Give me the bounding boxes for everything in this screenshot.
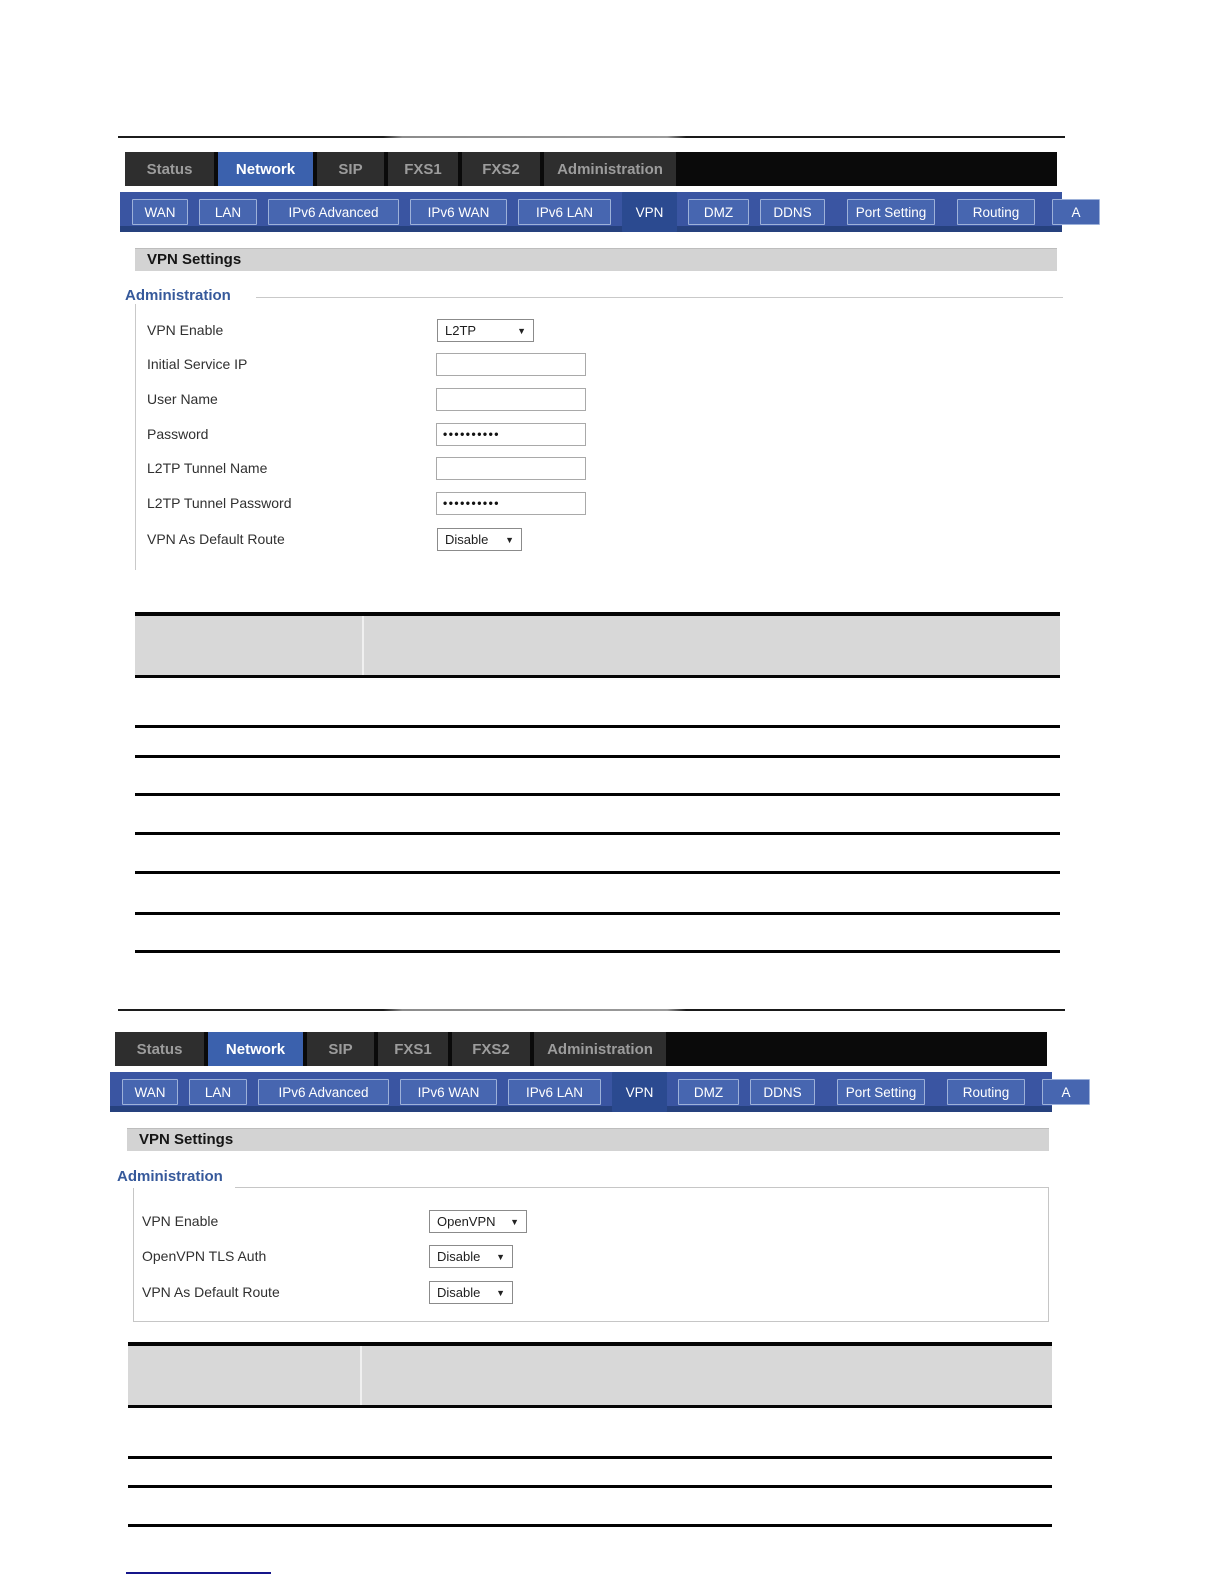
subtab-advance-truncated[interactable]: A	[1042, 1079, 1090, 1105]
openvpn-tls-auth-select[interactable]	[429, 1245, 513, 1268]
tab-status[interactable]: Status	[125, 152, 214, 186]
vpn-default-route-value: Disable	[437, 1285, 481, 1300]
subtab-lan[interactable]: LAN	[199, 199, 257, 225]
sub-tab-bar-1	[120, 192, 1081, 232]
administration-legend-2: Administration	[117, 1168, 235, 1188]
page-separator-line-middle	[118, 1009, 1065, 1011]
tab-fxs2[interactable]: FXS2	[462, 152, 540, 186]
fieldset-top-line-1	[256, 297, 1063, 298]
tab-sip[interactable]: SIP	[307, 1032, 374, 1066]
l2tp-tunnel-password-label: L2TP Tunnel Password	[147, 495, 292, 511]
vpn-default-route-select[interactable]	[437, 528, 522, 551]
user-name-input[interactable]	[436, 388, 586, 411]
table-row-line	[135, 832, 1060, 835]
tab-fxs1[interactable]: FXS1	[388, 152, 458, 186]
subtab-ipv6-wan[interactable]: IPv6 WAN	[410, 199, 507, 225]
table-row-line	[128, 1524, 1052, 1527]
subtab-vpn[interactable]: VPN	[612, 1072, 667, 1112]
subtab-ipv6-lan[interactable]: IPv6 LAN	[508, 1079, 601, 1105]
table-column-divider	[362, 616, 364, 675]
dropdown-arrow-icon: ▼	[496, 1287, 505, 1298]
table-row-line	[135, 871, 1060, 874]
table-row-line	[128, 1456, 1052, 1459]
vpn-enable-value: OpenVPN	[437, 1214, 496, 1229]
tab-sip[interactable]: SIP	[317, 152, 384, 186]
subtab-routing[interactable]: Routing	[957, 199, 1035, 225]
subtab-port-setting[interactable]: Port Setting	[847, 199, 935, 225]
l2tp-tunnel-name-label: L2TP Tunnel Name	[147, 460, 268, 476]
dropdown-arrow-icon: ▼	[510, 1216, 519, 1227]
tab-network[interactable]: Network	[218, 152, 313, 186]
subtab-dmz[interactable]: DMZ	[678, 1079, 739, 1105]
page-separator-line-top	[118, 136, 1065, 138]
vpn-enable-label: VPN Enable	[147, 322, 224, 338]
table-row-line	[135, 725, 1060, 728]
initial-service-ip-label: Initial Service IP	[147, 356, 248, 372]
tab-fxs1[interactable]: FXS1	[378, 1032, 448, 1066]
vpn-default-route-value: Disable	[445, 532, 489, 547]
administration-legend-1: Administration	[125, 287, 231, 304]
user-name-label: User Name	[147, 391, 218, 407]
subtab-wan[interactable]: WAN	[122, 1079, 178, 1105]
tab-administration[interactable]: Administration	[534, 1032, 666, 1066]
subtab-routing[interactable]: Routing	[947, 1079, 1025, 1105]
subtab-ddns[interactable]: DDNS	[750, 1079, 815, 1105]
vpn-default-route-label: VPN As Default Route	[147, 531, 285, 547]
table-row-line	[135, 755, 1060, 758]
subtab-ddns[interactable]: DDNS	[760, 199, 825, 225]
subtab-vpn[interactable]: VPN	[622, 192, 677, 232]
main-tab-bar-2	[115, 1032, 1047, 1066]
dropdown-arrow-icon: ▼	[505, 534, 514, 545]
openvpn-tls-auth-value: Disable	[437, 1249, 481, 1264]
subtab-ipv6-advanced[interactable]: IPv6 Advanced	[268, 199, 399, 225]
l2tp-tunnel-password-input[interactable]: ••••••••••	[436, 492, 586, 515]
subtab-ipv6-advanced[interactable]: IPv6 Advanced	[258, 1079, 389, 1105]
description-table-header-2	[128, 1342, 1052, 1408]
vpn-enable-value: L2TP	[445, 323, 477, 338]
tab-fxs2[interactable]: FXS2	[452, 1032, 530, 1066]
tab-administration[interactable]: Administration	[544, 152, 676, 186]
vpn-settings-header-1: VPN Settings	[135, 248, 1057, 271]
sub-tab-bar-2	[110, 1072, 1071, 1112]
subtab-ipv6-wan[interactable]: IPv6 WAN	[400, 1079, 497, 1105]
main-tab-bar-1	[125, 152, 1057, 186]
subtab-port-setting[interactable]: Port Setting	[837, 1079, 925, 1105]
table-row-line	[135, 950, 1060, 953]
table-column-divider	[360, 1346, 362, 1405]
description-table-header-1	[135, 612, 1060, 678]
l2tp-tunnel-name-input[interactable]	[436, 457, 586, 480]
table-row-line	[128, 1485, 1052, 1488]
vpn-enable-label: VPN Enable	[142, 1213, 219, 1229]
dropdown-arrow-icon: ▼	[517, 325, 526, 336]
tab-network[interactable]: Network	[208, 1032, 303, 1066]
openvpn-tls-auth-label: OpenVPN TLS Auth	[142, 1248, 267, 1264]
subtab-wan[interactable]: WAN	[132, 199, 188, 225]
vpn-default-route-label: VPN As Default Route	[142, 1284, 280, 1300]
initial-service-ip-input[interactable]	[436, 353, 586, 376]
fieldset-left-line-1	[135, 300, 136, 570]
vpn-enable-select[interactable]	[437, 319, 534, 342]
table-row-line	[135, 912, 1060, 915]
vpn-settings-header-2: VPN Settings	[127, 1128, 1049, 1151]
subtab-dmz[interactable]: DMZ	[688, 199, 749, 225]
password-input[interactable]: ••••••••••	[436, 423, 586, 446]
subtab-ipv6-lan[interactable]: IPv6 LAN	[518, 199, 611, 225]
footnote-rule	[126, 1572, 271, 1574]
subtab-lan[interactable]: LAN	[189, 1079, 247, 1105]
vpn-default-route-select[interactable]	[429, 1281, 513, 1304]
vpn-enable-select[interactable]	[429, 1210, 527, 1233]
dropdown-arrow-icon: ▼	[496, 1251, 505, 1262]
table-row-line	[135, 793, 1060, 796]
subtab-advance-truncated[interactable]: A	[1052, 199, 1100, 225]
tab-status[interactable]: Status	[115, 1032, 204, 1066]
password-label: Password	[147, 426, 209, 442]
